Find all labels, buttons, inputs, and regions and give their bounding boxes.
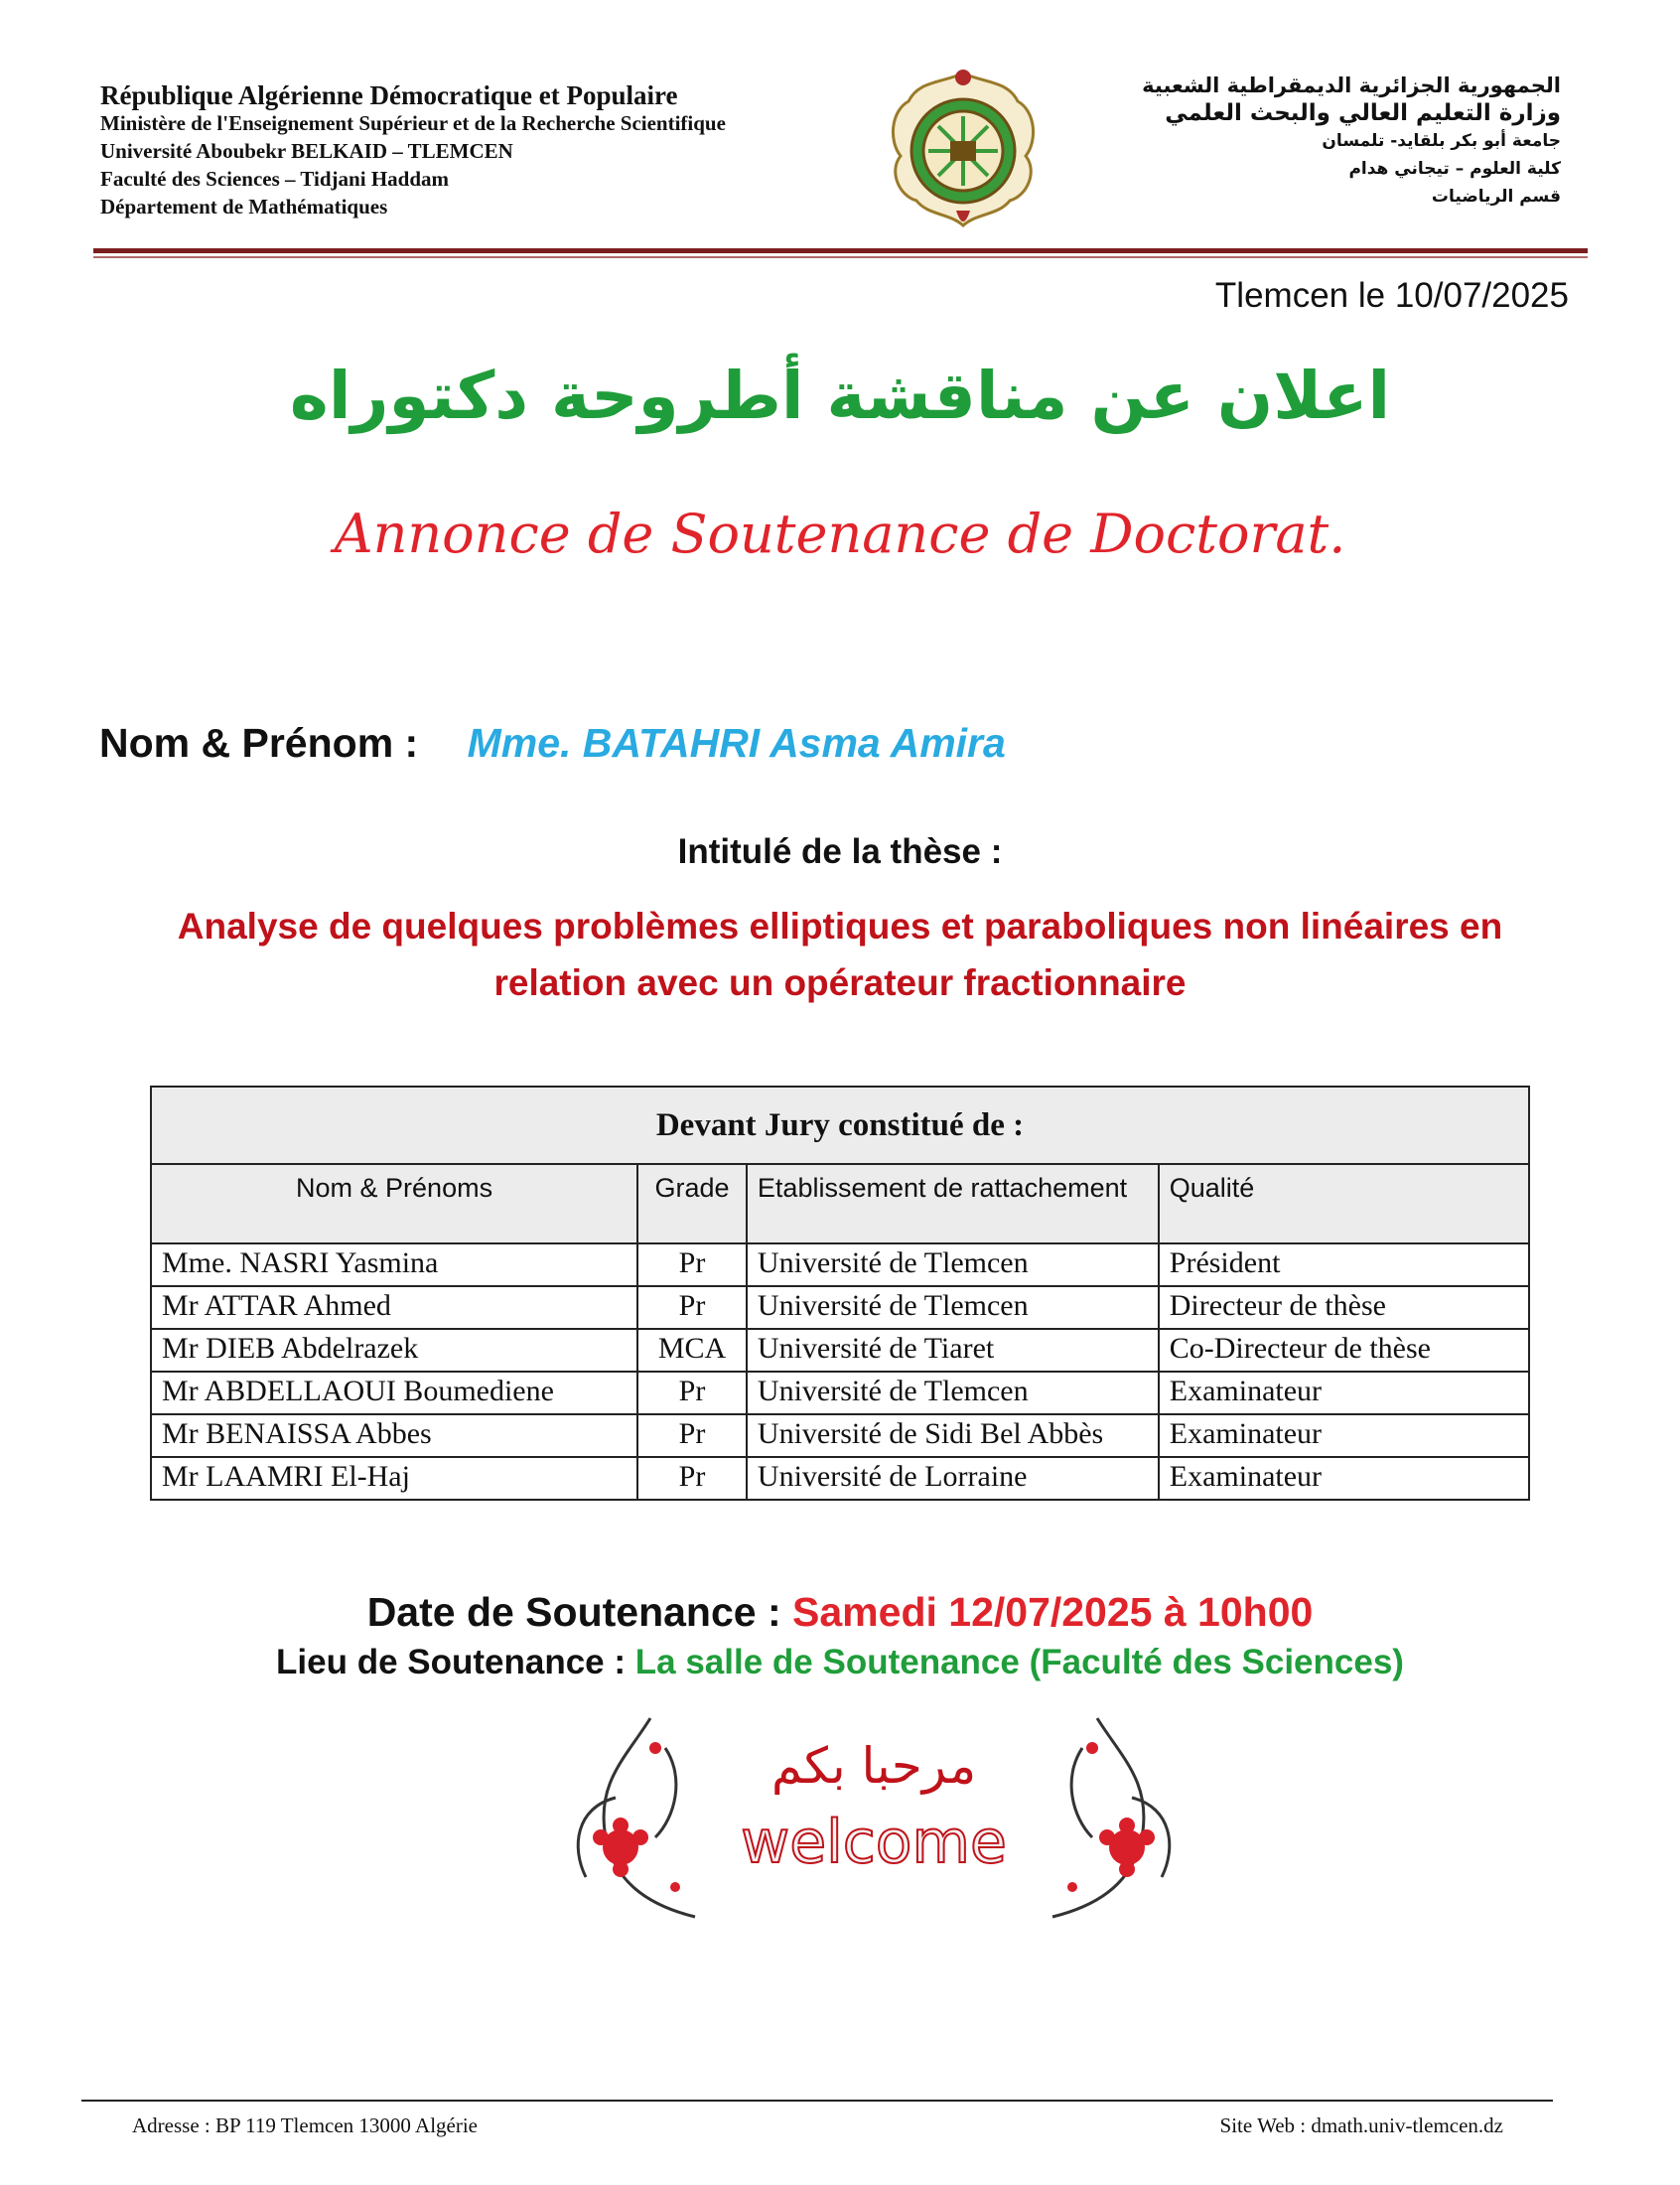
jury-name: Mr LAAMRI El-Haj (151, 1457, 637, 1500)
jury-caption: Devant Jury constitué de : (151, 1087, 1529, 1164)
jury-grade: Pr (637, 1286, 747, 1329)
header-faculty: Faculté des Sciences – Tidjani Haddam (100, 167, 450, 191)
jury-name: Mr DIEB Abdelrazek (151, 1329, 637, 1372)
jury-institution: Université de Tiaret (747, 1329, 1159, 1372)
thesis-label: Intitulé de la thèse : (677, 832, 1003, 871)
jury-grade: Pr (637, 1457, 747, 1500)
jury-header-row (151, 1164, 1529, 1243)
jury-role: Examinateur (1159, 1372, 1529, 1414)
document-date: Tlemcen le 10/07/2025 (1214, 276, 1569, 315)
table-row (151, 1286, 1529, 1329)
title-arabic: اعلان عن مناقشة أطروحة دكتوراه (289, 358, 1391, 434)
defense-place-value: La salle de Soutenance (Faculté des Sciences) (634, 1643, 1404, 1681)
header-divider-thin (93, 256, 1588, 258)
jury-role: Président (1159, 1243, 1529, 1286)
table-row (151, 1243, 1529, 1286)
header-divider (93, 248, 1588, 253)
footer-website: Site Web : dmath.univ-tlemcen.dz (1219, 2113, 1503, 2137)
header-right (1142, 72, 1561, 211)
title-french: Annonce de Soutenance de Doctorat. (334, 503, 1346, 565)
jury-role: Co-Directeur de thèse (1159, 1329, 1529, 1372)
jury-role: Directeur de thèse (1159, 1286, 1529, 1329)
defense-date (0, 1589, 1680, 1636)
table-row (151, 1372, 1529, 1414)
header-ministry: Ministère de l'Enseignement Supérieur et de la Recherche Scientifique (100, 111, 726, 135)
jury-header-grade: Grade (637, 1164, 747, 1243)
footer-divider (81, 2100, 1553, 2102)
jury-institution: Université de Lorraine (747, 1457, 1159, 1500)
jury-institution: Université de Tlemcen (747, 1243, 1159, 1286)
jury-institution: Université de Tlemcen (747, 1372, 1159, 1414)
jury-header-name: Nom & Prénoms (151, 1164, 637, 1243)
jury-role: Examinateur (1159, 1414, 1529, 1457)
jury-grade: Pr (637, 1243, 747, 1286)
header-university: Université Aboubekr BELKAID – TLEMCEN (100, 139, 513, 163)
candidate-name: Mme. BATAHRI Asma Amira (467, 720, 1006, 766)
floral-ornament-right-flower (1067, 1742, 1155, 1892)
welcome-arabic: مرحبا بكم (770, 1737, 977, 1795)
jury-institution: Université de Sidi Bel Abbès (747, 1414, 1159, 1457)
header-university-ar: جامعة أبو بكر بلقايد- تلمسان (1322, 131, 1561, 151)
footer-address: Adresse : BP 119 Tlemcen 13000 Algérie (132, 2113, 478, 2137)
table-row (151, 1329, 1529, 1372)
jury-grade: Pr (637, 1372, 747, 1414)
header-country: République Algérienne Démocratique et Populaire (100, 80, 678, 110)
jury-name: Mr ATTAR Ahmed (151, 1286, 637, 1329)
header-department-ar: قسم الرياضيات (1431, 187, 1561, 207)
floral-ornament-left-flower (593, 1742, 680, 1892)
defense-date-label: Date de Soutenance : (366, 1589, 781, 1635)
jury-table (150, 1086, 1530, 1501)
jury-header-role: Qualité (1159, 1164, 1529, 1243)
defense-place-label: Lieu de Soutenance : (276, 1643, 627, 1681)
jury-grade: Pr (637, 1414, 747, 1457)
candidate-row (99, 720, 1006, 767)
header-ministry-ar: وزارة التعليم العالي والبحث العلمي (1165, 100, 1561, 126)
defense-place (0, 1643, 1680, 1682)
jury-grade: MCA (637, 1329, 747, 1372)
defense-date-value: Samedi 12/07/2025 à 10h00 (792, 1589, 1314, 1635)
jury-name: Mme. NASRI Yasmina (151, 1243, 637, 1286)
thesis-title: Analyse de quelques problèmes elliptiques et paraboliques non linéaires en relation avec un opérateur fractionnaire (177, 906, 1503, 1003)
header-faculty-ar: كلية العلوم – تيجاني هدام (1348, 159, 1561, 179)
jury-role: Examinateur (1159, 1457, 1529, 1500)
candidate-label: Nom & Prénom : (99, 720, 419, 766)
jury-name: Mr ABDELLAOUI Boumediene (151, 1372, 637, 1414)
table-row (151, 1414, 1529, 1457)
university-emblem-icon (879, 62, 1048, 235)
header-country-ar: الجمهورية الجزائرية الديمقراطية الشعبية (1142, 73, 1561, 97)
header-department: Département de Mathématiques (100, 195, 388, 218)
header-left (100, 81, 726, 220)
table-row (151, 1457, 1529, 1500)
jury-header-institution: Etablissement de rattachement (747, 1164, 1159, 1243)
welcome-banner (556, 1688, 1191, 1942)
jury-institution: Université de Tlemcen (747, 1286, 1159, 1329)
jury-name: Mr BENAISSA Abbes (151, 1414, 637, 1457)
welcome-latin: welcome (741, 1808, 1007, 1877)
